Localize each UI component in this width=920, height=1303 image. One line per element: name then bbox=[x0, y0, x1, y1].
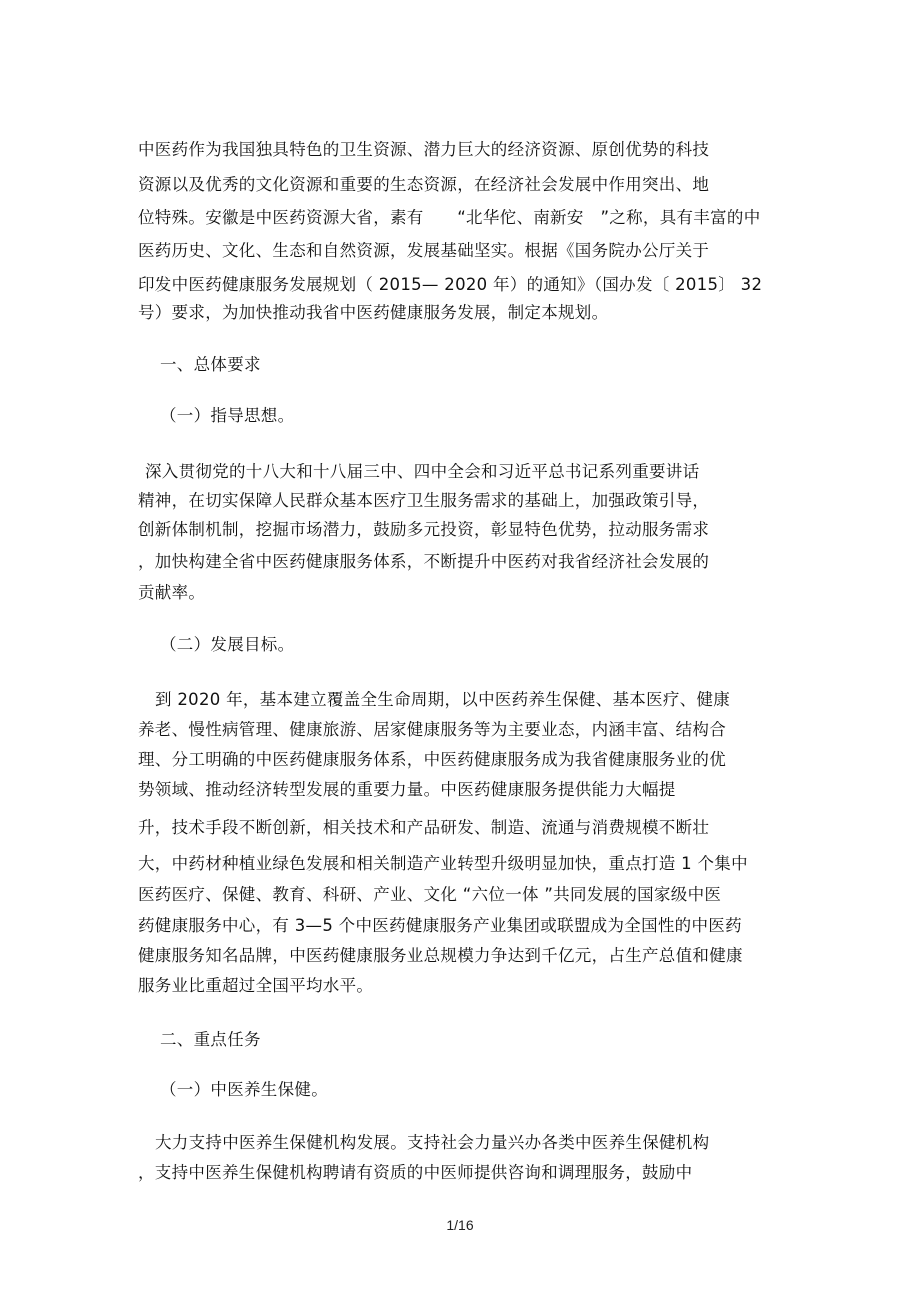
intro-line-6: 号）要求，为加快推动我省中医药健康服务发展，制定本规划。 bbox=[138, 303, 609, 322]
sub-3-title: （一）中医养生保健。 bbox=[160, 1080, 328, 1099]
sub-1-line-1: 深入贯彻党的十八大和十八届三中、四中全会和习近平总书记系列重要讲话 bbox=[145, 462, 700, 481]
sub-2-line-6: 大，中药材种植业绿色发展和相关制造产业转型升级明显加快，重点打造 1 个集中 bbox=[138, 854, 748, 873]
sub-1-line-5: 贡献率。 bbox=[138, 583, 206, 602]
section-2-title: 二、重点任务 bbox=[160, 1030, 261, 1049]
sub-2-line-7: 医药医疗、保健、教育、科研、产业、文化 “六位一体 ”共同发展的国家级中医 bbox=[138, 885, 722, 904]
sub-2-line-2: 养老、慢性病管理、健康旅游、居家健康服务等为主要业态，内涵丰富、结构合 bbox=[138, 720, 726, 739]
sub-1-title: （一）指导思想。 bbox=[160, 406, 295, 425]
sub-1-line-2: 精神，在切实保障人民群众基本医疗卫生服务需求的基础上，加强政策引导， bbox=[138, 491, 710, 510]
page-number: 1/16 bbox=[446, 1217, 474, 1233]
intro-line-5: 印发中医药健康服务发展规划（ 2015— 2020 年）的通知》（国办发〔 2015〕 32 bbox=[138, 275, 763, 294]
intro-line-1: 中医药作为我国独具特色的卫生资源、潜力巨大的经济资源、原创优势的科技 bbox=[138, 140, 710, 159]
sub-2-line-10: 服务业比重超过全国平均水平。 bbox=[138, 976, 374, 995]
sub-2-line-3: 理、分工明确的中医药健康服务体系，中医药健康服务成为我省健康服务业的优 bbox=[138, 750, 726, 769]
section-1-title: 一、总体要求 bbox=[160, 355, 261, 374]
sub-3-line-1: 大力支持中医养生保健机构发展。支持社会力量兴办各类中医养生保健机构 bbox=[155, 1133, 710, 1152]
sub-2-line-8: 药健康服务中心，有 3—5 个中医药健康服务产业集团或联盟成为全国性的中医药 bbox=[138, 916, 742, 935]
sub-2-line-1: 到 2020 年，基本建立覆盖全生命周期，以中医药养生保健、基本医疗、健康 bbox=[155, 690, 731, 709]
sub-3-line-2: ，支持中医养生保健机构聘请有资质的中医师提供咨询和调理服务，鼓励中 bbox=[138, 1163, 693, 1182]
sub-2-title: （二）发展目标。 bbox=[160, 635, 295, 654]
intro-line-3: 位特殊。安徽是中医药资源大省，素有 “北华佗、南新安 ”之称，具有丰富的中 bbox=[138, 208, 761, 227]
intro-line-2: 资源以及优秀的文化资源和重要的生态资源，在经济社会发展中作用突出、地 bbox=[138, 175, 710, 194]
sub-2-line-4: 势领域、推动经济转型发展的重要力量。中医药健康服务提供能力大幅提 bbox=[138, 780, 676, 799]
sub-1-line-4: ，加快构建全省中医药健康服务体系，不断提升中医药对我省经济社会发展的 bbox=[138, 552, 710, 571]
sub-2-line-5: 升，技术手段不断创新，相关技术和产品研发、制造、流通与消费规模不断壮 bbox=[138, 818, 710, 837]
sub-2-line-9: 健康服务知名品牌，中医药健康服务业总规模力争达到千亿元，占生产总值和健康 bbox=[138, 946, 743, 965]
sub-1-line-3: 创新体制机制，挖掘市场潜力，鼓励多元投资，彰显特色优势，拉动服务需求 bbox=[138, 520, 710, 539]
intro-line-4: 医药历史、文化、生态和自然资源，发展基础坚实。根据《国务院办公厅关于 bbox=[138, 241, 710, 260]
